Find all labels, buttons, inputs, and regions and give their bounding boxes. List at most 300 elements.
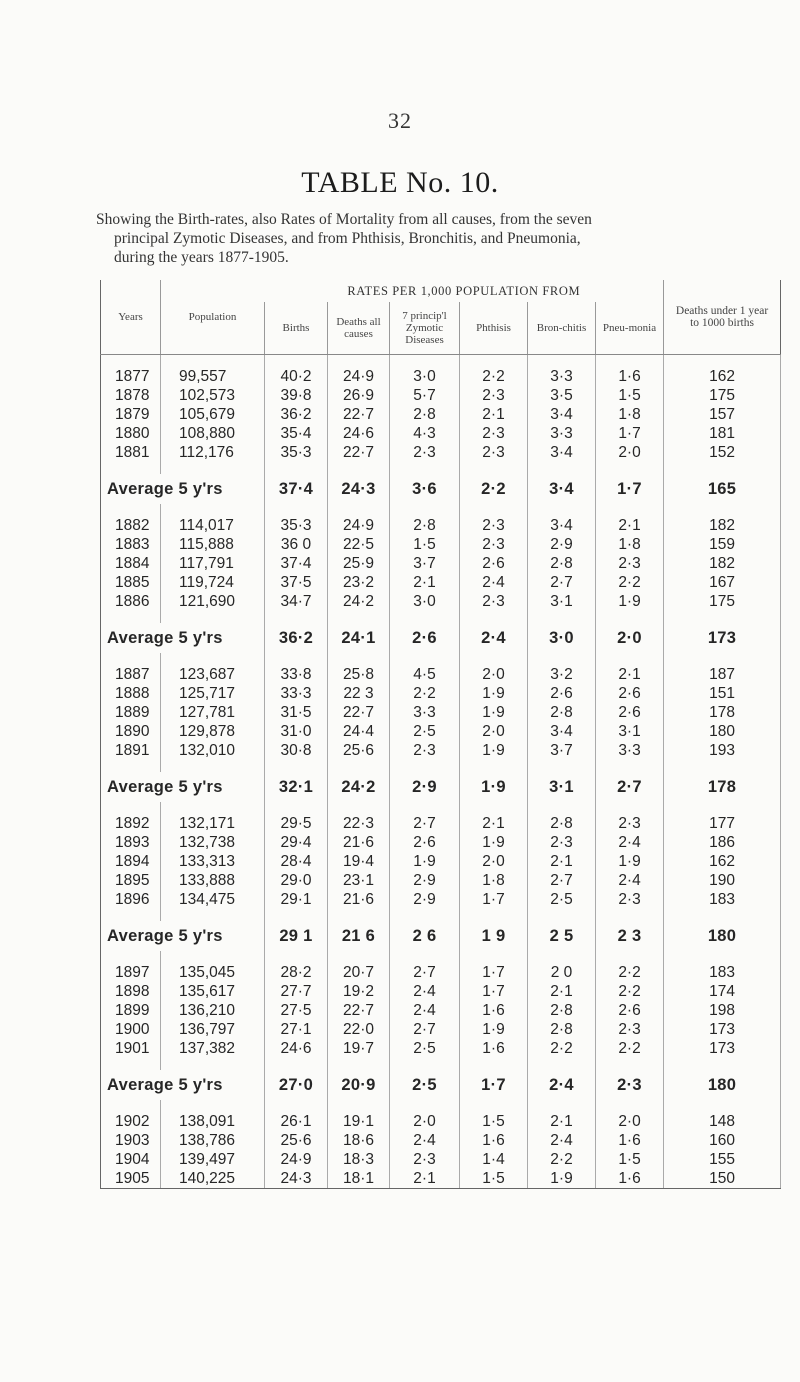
cell-year: 1896	[101, 890, 161, 909]
cell-population: 102,573	[161, 386, 265, 405]
spacer-cell	[265, 504, 328, 516]
cell-infant-deaths: 186	[664, 833, 781, 852]
cell-population: 112,176	[161, 443, 265, 462]
spacer-cell	[328, 802, 390, 814]
cell-deaths-all-causes: 22·3	[328, 814, 390, 833]
cell-population: 137,382	[161, 1039, 265, 1058]
cell-zymotic: 4·3	[390, 424, 460, 443]
cell-pneumonia: 2·3	[596, 1020, 664, 1039]
spacer-cell	[390, 504, 460, 516]
spacer-cell	[328, 760, 390, 772]
cell-phthisis: 1·9	[460, 703, 528, 722]
cell-deaths-all-causes: 21·6	[328, 890, 390, 909]
cell-pneumonia: 2·6	[596, 703, 664, 722]
cell-zymotic: 3·7	[390, 554, 460, 573]
spacer-cell	[161, 611, 265, 623]
cell-population: 133,888	[161, 871, 265, 890]
average-row	[101, 474, 781, 504]
cell-pneumonia: 2·2	[596, 982, 664, 1001]
spacer-cell	[596, 355, 664, 368]
cell-year: 1884	[101, 554, 161, 573]
spacer-cell	[328, 504, 390, 516]
cell-pneumonia: 2·4	[596, 871, 664, 890]
spacer-cell	[328, 951, 390, 963]
cell-pneumonia: 1·6	[596, 367, 664, 386]
cell-year: 1894	[101, 852, 161, 871]
average-births: 27·0	[265, 1070, 328, 1100]
cell-pneumonia: 2·0	[596, 1112, 664, 1131]
cell-infant-deaths: 151	[664, 684, 781, 703]
average-pneumonia: 2 3	[596, 921, 664, 951]
table-row	[101, 516, 781, 535]
table-row	[101, 405, 781, 424]
cell-bronchitis: 2·7	[528, 573, 596, 592]
cell-infant-deaths: 173	[664, 1039, 781, 1058]
spacer-cell	[101, 1100, 161, 1112]
cell-year: 1883	[101, 535, 161, 554]
spacer-cell	[596, 802, 664, 814]
average-infant-deaths: 165	[664, 474, 781, 504]
spacer-cell	[328, 611, 390, 623]
spacer-cell	[460, 504, 528, 516]
average-bronchitis: 3·0	[528, 623, 596, 653]
cell-year: 1899	[101, 1001, 161, 1020]
cell-pneumonia: 1·5	[596, 1150, 664, 1169]
cell-phthisis: 1·5	[460, 1169, 528, 1189]
spacer-cell	[265, 760, 328, 772]
cell-infant-deaths: 150	[664, 1169, 781, 1189]
cell-phthisis: 2·3	[460, 424, 528, 443]
spacer-cell	[390, 653, 460, 665]
cell-year: 1892	[101, 814, 161, 833]
table-row	[101, 741, 781, 760]
cell-births: 29·4	[265, 833, 328, 852]
spacer-cell	[265, 802, 328, 814]
cell-births: 33·3	[265, 684, 328, 703]
cell-bronchitis: 3·5	[528, 386, 596, 405]
table-row	[101, 535, 781, 554]
cell-population: 129,878	[161, 722, 265, 741]
cell-deaths-all-causes: 24·4	[328, 722, 390, 741]
average-phthisis: 2·4	[460, 623, 528, 653]
cell-deaths-all-causes: 19·4	[328, 852, 390, 871]
cell-population: 114,017	[161, 516, 265, 535]
cell-deaths-all-causes: 21·6	[328, 833, 390, 852]
cell-population: 132,738	[161, 833, 265, 852]
spacer-cell	[596, 611, 664, 623]
average-pneumonia: 2·7	[596, 772, 664, 802]
table-row	[101, 814, 781, 833]
cell-deaths-all-causes: 22·0	[328, 1020, 390, 1039]
average-row	[101, 921, 781, 951]
cell-infant-deaths: 167	[664, 573, 781, 592]
header-zymotic: 7 princip'l Zymotic Diseases	[390, 302, 460, 355]
cell-population: 123,687	[161, 665, 265, 684]
cell-pneumonia: 1·7	[596, 424, 664, 443]
cell-infant-deaths: 160	[664, 1131, 781, 1150]
spacer-cell	[328, 1100, 390, 1112]
cell-infant-deaths: 198	[664, 1001, 781, 1020]
cell-year: 1897	[101, 963, 161, 982]
cell-deaths-all-causes: 24·9	[328, 367, 390, 386]
spacer-cell	[328, 909, 390, 921]
cell-population: 135,045	[161, 963, 265, 982]
spacer-cell	[390, 760, 460, 772]
header-phthisis: Phthisis	[460, 302, 528, 355]
cell-population: 117,791	[161, 554, 265, 573]
cell-zymotic: 2·1	[390, 1169, 460, 1189]
cell-zymotic: 1·5	[390, 535, 460, 554]
cell-bronchitis: 2·5	[528, 890, 596, 909]
cell-zymotic: 2·0	[390, 1112, 460, 1131]
cell-infant-deaths: 174	[664, 982, 781, 1001]
cell-bronchitis: 3·3	[528, 367, 596, 386]
spacer-cell	[460, 909, 528, 921]
cell-infant-deaths: 182	[664, 516, 781, 535]
cell-bronchitis: 2·4	[528, 1131, 596, 1150]
cell-births: 25·6	[265, 1131, 328, 1150]
spacer-cell	[664, 355, 781, 368]
cell-births: 29·0	[265, 871, 328, 890]
cell-population: 138,091	[161, 1112, 265, 1131]
cell-year: 1893	[101, 833, 161, 852]
cell-infant-deaths: 175	[664, 592, 781, 611]
table-body	[101, 355, 781, 1189]
cell-births: 37·4	[265, 554, 328, 573]
average-deaths-all-causes: 24·3	[328, 474, 390, 504]
cell-year: 1902	[101, 1112, 161, 1131]
spacer-row	[101, 909, 781, 921]
cell-year: 1904	[101, 1150, 161, 1169]
spacer-cell	[390, 802, 460, 814]
cell-population: 132,171	[161, 814, 265, 833]
table-row	[101, 424, 781, 443]
cell-phthisis: 1·7	[460, 982, 528, 1001]
cell-births: 40·2	[265, 367, 328, 386]
cell-year: 1887	[101, 665, 161, 684]
header-pneumonia: Pneu-monia	[596, 302, 664, 355]
spacer-row	[101, 462, 781, 474]
cell-deaths-all-causes: 22·7	[328, 1001, 390, 1020]
cell-deaths-all-causes: 22·7	[328, 405, 390, 424]
spacer-cell	[528, 802, 596, 814]
cell-deaths-all-causes: 18·1	[328, 1169, 390, 1189]
cell-zymotic: 2·8	[390, 516, 460, 535]
cell-year: 1886	[101, 592, 161, 611]
average-zymotic: 2·9	[390, 772, 460, 802]
cell-bronchitis: 2·1	[528, 852, 596, 871]
cell-infant-deaths: 182	[664, 554, 781, 573]
spacer-cell	[664, 802, 781, 814]
spacer-cell	[390, 611, 460, 623]
cell-infant-deaths: 187	[664, 665, 781, 684]
average-births: 36·2	[265, 623, 328, 653]
cell-year: 1878	[101, 386, 161, 405]
spacer-cell	[101, 653, 161, 665]
cell-pneumonia: 2·4	[596, 833, 664, 852]
average-phthisis: 1 9	[460, 921, 528, 951]
cell-year: 1890	[101, 722, 161, 741]
cell-phthisis: 1·9	[460, 741, 528, 760]
cell-bronchitis: 1·9	[528, 1169, 596, 1189]
cell-zymotic: 5·7	[390, 386, 460, 405]
cell-phthisis: 1·4	[460, 1150, 528, 1169]
table-row	[101, 1131, 781, 1150]
cell-zymotic: 1·9	[390, 852, 460, 871]
spacer-cell	[460, 1058, 528, 1070]
header-births: Births	[265, 302, 328, 355]
cell-births: 29·1	[265, 890, 328, 909]
spacer-cell	[101, 760, 161, 772]
cell-pneumonia: 1·9	[596, 852, 664, 871]
table-row	[101, 367, 781, 386]
cell-infant-deaths: 183	[664, 890, 781, 909]
cell-population: 139,497	[161, 1150, 265, 1169]
average-zymotic: 2·6	[390, 623, 460, 653]
cell-phthisis: 2·0	[460, 665, 528, 684]
cell-deaths-all-causes: 20·7	[328, 963, 390, 982]
cell-zymotic: 3·0	[390, 367, 460, 386]
spacer-row	[101, 504, 781, 516]
table-row	[101, 554, 781, 573]
cell-phthisis: 2·0	[460, 722, 528, 741]
spacer-cell	[161, 355, 265, 368]
cell-year: 1879	[101, 405, 161, 424]
spacer-cell	[265, 611, 328, 623]
cell-pneumonia: 3·1	[596, 722, 664, 741]
cell-infant-deaths: 193	[664, 741, 781, 760]
cell-deaths-all-causes: 26·9	[328, 386, 390, 405]
cell-phthisis: 1·6	[460, 1039, 528, 1058]
spacer-cell	[328, 462, 390, 474]
cell-zymotic: 2·7	[390, 814, 460, 833]
cell-bronchitis: 2·8	[528, 1001, 596, 1020]
cell-bronchitis: 3·7	[528, 741, 596, 760]
spacer-cell	[265, 1058, 328, 1070]
cell-bronchitis: 3·2	[528, 665, 596, 684]
cell-pneumonia: 2·0	[596, 443, 664, 462]
cell-phthisis: 1·9	[460, 833, 528, 852]
average-infant-deaths: 180	[664, 1070, 781, 1100]
cell-zymotic: 2·7	[390, 1020, 460, 1039]
cell-bronchitis: 3·1	[528, 592, 596, 611]
table-row	[101, 1150, 781, 1169]
cell-deaths-all-causes: 23·2	[328, 573, 390, 592]
cell-births: 37·5	[265, 573, 328, 592]
cell-births: 28·4	[265, 852, 328, 871]
cell-zymotic: 4·5	[390, 665, 460, 684]
spacer-cell	[460, 653, 528, 665]
cell-zymotic: 2·9	[390, 890, 460, 909]
average-phthisis: 1·9	[460, 772, 528, 802]
spacer-cell	[101, 1058, 161, 1070]
spacer-row	[101, 1058, 781, 1070]
spacer-cell	[596, 909, 664, 921]
spacer-cell	[528, 504, 596, 516]
spacer-cell	[528, 355, 596, 368]
cell-year: 1877	[101, 367, 161, 386]
cell-population: 140,225	[161, 1169, 265, 1189]
table-row	[101, 1169, 781, 1189]
spacer-cell	[101, 909, 161, 921]
cell-deaths-all-causes: 25·8	[328, 665, 390, 684]
cell-deaths-all-causes: 19·2	[328, 982, 390, 1001]
cell-births: 24·3	[265, 1169, 328, 1189]
spacer-cell	[390, 1100, 460, 1112]
page-number: 32	[388, 108, 412, 133]
average-phthisis: 1·7	[460, 1070, 528, 1100]
average-row	[101, 1070, 781, 1100]
table-row	[101, 871, 781, 890]
caption-line: during the years 1877-1905.	[114, 249, 289, 266]
spacer-cell	[596, 760, 664, 772]
cell-year: 1885	[101, 573, 161, 592]
cell-year: 1900	[101, 1020, 161, 1039]
cell-deaths-all-causes: 22·7	[328, 703, 390, 722]
cell-infant-deaths: 152	[664, 443, 781, 462]
cell-deaths-all-causes: 22 3	[328, 684, 390, 703]
spacer-cell	[390, 951, 460, 963]
cell-year: 1888	[101, 684, 161, 703]
spacer-cell	[161, 909, 265, 921]
cell-pneumonia: 1·6	[596, 1169, 664, 1189]
cell-pneumonia: 1·9	[596, 592, 664, 611]
spacer-cell	[161, 760, 265, 772]
average-zymotic: 2·5	[390, 1070, 460, 1100]
cell-births: 35·3	[265, 516, 328, 535]
cell-deaths-all-causes: 24·9	[328, 516, 390, 535]
cell-population: 136,210	[161, 1001, 265, 1020]
spacer-row	[101, 802, 781, 814]
table-caption	[96, 210, 716, 267]
average-births: 37·4	[265, 474, 328, 504]
spacer-row	[101, 611, 781, 623]
cell-pneumonia: 1·5	[596, 386, 664, 405]
cell-births: 26·1	[265, 1112, 328, 1131]
average-label: Average 5 y'rs	[101, 1070, 265, 1100]
cell-pneumonia: 1·8	[596, 405, 664, 424]
spacer-cell	[528, 653, 596, 665]
spacer-cell	[265, 355, 328, 368]
cell-zymotic: 2·4	[390, 982, 460, 1001]
table-row	[101, 833, 781, 852]
spacer-cell	[390, 462, 460, 474]
cell-zymotic: 2·6	[390, 833, 460, 852]
average-zymotic: 3·6	[390, 474, 460, 504]
cell-pneumonia: 2·1	[596, 665, 664, 684]
table-row	[101, 665, 781, 684]
table-row	[101, 443, 781, 462]
average-row	[101, 772, 781, 802]
spacer-cell	[101, 802, 161, 814]
cell-population: 121,690	[161, 592, 265, 611]
average-zymotic: 2 6	[390, 921, 460, 951]
cell-population: 108,880	[161, 424, 265, 443]
spacer-cell	[460, 1100, 528, 1112]
cell-infant-deaths: 175	[664, 386, 781, 405]
spacer-cell	[265, 909, 328, 921]
cell-population: 132,010	[161, 741, 265, 760]
cell-phthisis: 2·4	[460, 573, 528, 592]
average-label: Average 5 y'rs	[101, 623, 265, 653]
cell-zymotic: 2·5	[390, 1039, 460, 1058]
cell-births: 31·5	[265, 703, 328, 722]
cell-pneumonia: 2·2	[596, 1039, 664, 1058]
cell-zymotic: 2·9	[390, 871, 460, 890]
cell-pneumonia: 2·2	[596, 963, 664, 982]
cell-deaths-all-causes: 25·6	[328, 741, 390, 760]
spacer-row	[101, 951, 781, 963]
spacer-cell	[161, 653, 265, 665]
spacer-cell	[265, 653, 328, 665]
table-title: TABLE No. 10.	[301, 166, 499, 199]
spacer-cell	[664, 1100, 781, 1112]
spacer-cell	[596, 653, 664, 665]
cell-zymotic: 2·8	[390, 405, 460, 424]
cell-phthisis: 2·3	[460, 535, 528, 554]
cell-infant-deaths: 157	[664, 405, 781, 424]
cell-bronchitis: 2·8	[528, 703, 596, 722]
cell-births: 29·5	[265, 814, 328, 833]
cell-zymotic: 2·4	[390, 1001, 460, 1020]
cell-pneumonia: 3·3	[596, 741, 664, 760]
spacer-cell	[596, 462, 664, 474]
spacer-cell	[265, 462, 328, 474]
cell-births: 24·9	[265, 1150, 328, 1169]
cell-phthisis: 2·1	[460, 405, 528, 424]
cell-zymotic: 2·1	[390, 573, 460, 592]
cell-phthisis: 1·9	[460, 684, 528, 703]
average-pneumonia: 1·7	[596, 474, 664, 504]
average-infant-deaths: 173	[664, 623, 781, 653]
spacer-cell	[390, 1058, 460, 1070]
cell-pneumonia: 2·3	[596, 554, 664, 573]
table-row	[101, 1039, 781, 1058]
cell-births: 34·7	[265, 592, 328, 611]
cell-bronchitis: 3·4	[528, 516, 596, 535]
average-infant-deaths: 180	[664, 921, 781, 951]
spacer-row	[101, 653, 781, 665]
spacer-cell	[664, 951, 781, 963]
header-infant-deaths: Deaths under 1 year to 1000 births	[664, 280, 781, 355]
cell-population: 127,781	[161, 703, 265, 722]
spacer-cell	[664, 909, 781, 921]
cell-infant-deaths: 155	[664, 1150, 781, 1169]
cell-infant-deaths: 162	[664, 852, 781, 871]
average-pneumonia: 2·0	[596, 623, 664, 653]
table-row	[101, 703, 781, 722]
cell-births: 39·8	[265, 386, 328, 405]
spacer-cell	[460, 611, 528, 623]
mortality-table	[100, 280, 781, 1189]
cell-pneumonia: 2·6	[596, 1001, 664, 1020]
cell-population: 99,557	[161, 367, 265, 386]
spacer-row	[101, 760, 781, 772]
spacer-cell	[664, 760, 781, 772]
cell-infant-deaths: 162	[664, 367, 781, 386]
cell-zymotic: 2·7	[390, 963, 460, 982]
cell-bronchitis: 2·1	[528, 982, 596, 1001]
cell-bronchitis: 2·3	[528, 833, 596, 852]
spacer-cell	[664, 653, 781, 665]
cell-year: 1898	[101, 982, 161, 1001]
header-bronchitis: Bron-chitis	[528, 302, 596, 355]
spacer-cell	[390, 909, 460, 921]
cell-deaths-all-causes: 18·6	[328, 1131, 390, 1150]
spacer-cell	[664, 462, 781, 474]
table-row	[101, 684, 781, 703]
cell-births: 24·6	[265, 1039, 328, 1058]
